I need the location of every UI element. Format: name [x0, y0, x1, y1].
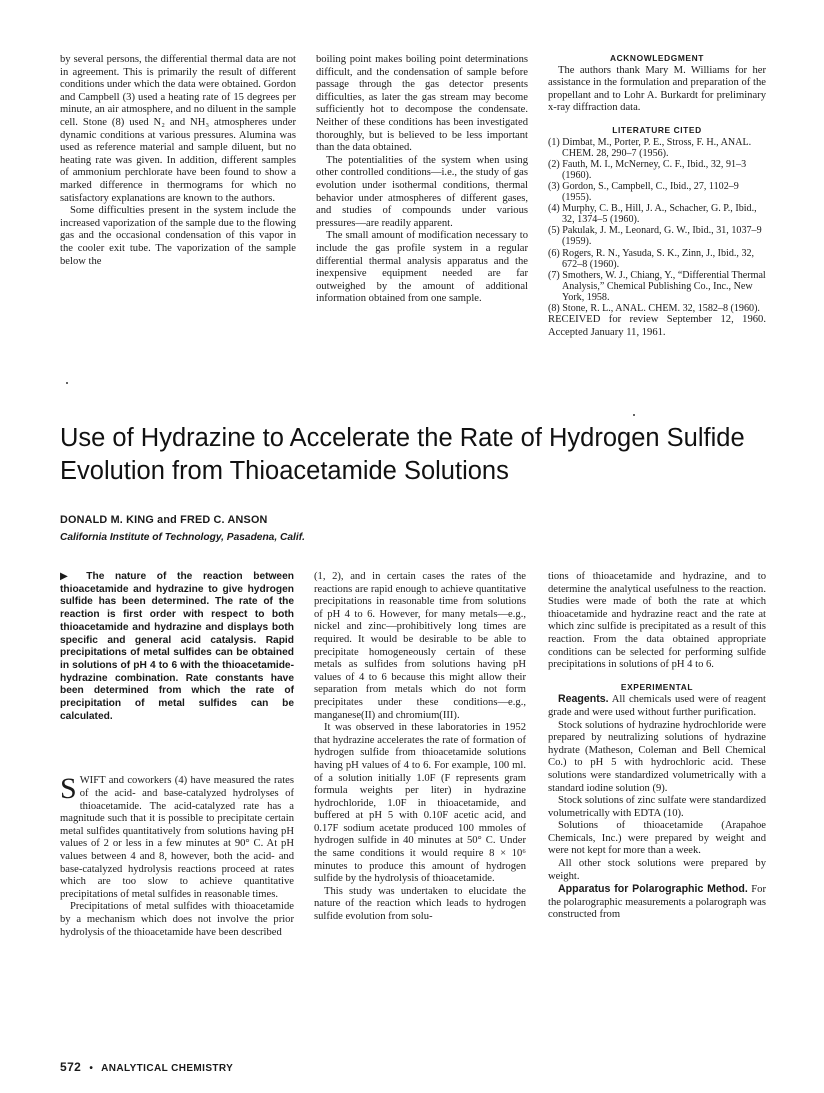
page-footer	[60, 1060, 233, 1074]
paragraph: All other stock solutions were prepared by weight.	[548, 858, 766, 882]
paragraph: It was observed in these laboratories in 1952 that hydrazine accelerates the rate of formation of hydrogen sulfide from thioacetamide solutions having pH values of 4 to 6. For example, 100 ml. of a solution initially 1.0F (F represents gram formula weights per liter) in hydrazine hydrochloride, 1.0F in thioacetamide, and buffered at pH 5 with 0.10F acetic acid, and 0.17F sodium acetate produced 100 mmoles of hydrogen sulfide in 40 minutes at 50° C. Under the same conditions it would require 8 × 10⁶ minutes to produce this amount of hydrogen sulfide by the hydrolysis of thioacetamide.	[314, 722, 526, 885]
reagents-text: All chemicals used were of reagent grade and were used without further purification.	[548, 694, 766, 718]
article-authors: DONALD M. KING and FRED C. ANSON	[60, 514, 268, 526]
acknowledgment-text: The authors thank Mary M. Williams for her assistance in the formulation and preparation of the propellant and to Lohr A. Burkardt for preliminary x-ray diffraction data.	[548, 64, 766, 114]
article-column-3	[548, 571, 766, 922]
paragraph: Precipitations of metal sulfides with thioacetamide by a mechanism which does not involve the prior hydrolysis of the thioacetamide have been described	[60, 901, 294, 938]
paragraph: Some difficulties present in the system include the increased vaporization of the sample due to the flowing gas and the occasional condensation of this vapor in the cooler exit tube. The vaporization of the sample below the	[60, 205, 296, 267]
paragraph: This study was undertaken to elucidate the nature of the reaction which leads to hydrogen sulfide evolution from solu-	[314, 885, 526, 923]
reference-item: (3) Gordon, S., Campbell, C., Ibid., 27, 1102–9 (1955).	[548, 180, 739, 204]
paragraph: Solutions of thioacetamide (Arapahoe Chemicals, Inc.) were prepared by weight and were not kept for more than a week.	[548, 820, 766, 857]
reference-item: (2) Fauth, M. I., McNerney, C. F., Ibid., 32, 91–3 (1960).	[548, 158, 747, 181]
apparatus-paragraph	[548, 883, 766, 922]
paragraph: tions of thioacetamide and hydrazine, and to determine the analytical usefulness to the reaction. Studies were made of both the rate at which thioacetamide and hydrazine react and the rate at which zinc sulfide is precipitated as a result of this reaction. From the data obtained appropriate conditions can be selected for performing sulfide precipitations in solutions of pH 4 to 6.	[548, 571, 766, 671]
article-column-2	[314, 571, 526, 924]
print-speck	[66, 382, 68, 384]
reference-item: (1) Dimbat, M., Porter, P. E., Stross, F. H., ANAL. CHEM. 28, 290–7 (1956).	[548, 136, 752, 159]
apparatus-label: Apparatus for Polarographic Method.	[558, 883, 748, 896]
article-column-1	[60, 571, 294, 939]
drop-cap: S	[60, 772, 77, 806]
reagents-label: Reagents.	[558, 693, 609, 706]
reference-item: (5) Pakulak, J. M., Leonard, G. W., Ibid., 31, 1037–9 (1959).	[548, 225, 762, 248]
top-column-2	[316, 54, 528, 306]
paragraph: The potentialities of the system when using other controlled conditions—i.e., the study of gas evolution under isothermal conditions, thermal behavior under atmospheres of different gases, and studies of compounds under various pressures—are readily apparent.	[316, 154, 528, 229]
paragraph: by several persons, the differential thermal data are not in agreement. This is primarily the result of different conditions under which the data were obtained. Gordon and Campbell (3) used a heating rate of 15 degrees per minute, an air atmosphere, and no diluent in the sample cell. Stone (8) used N₂ and NH₃ atmospheres under dynamic conditions at various pressures. Alumina was used as reference material and sample diluent, but no heating rate was given. In addition, different samples of ammonium perchlorate have been found to show a marked difference in thermograms for which no satisfactory explanations are known to the authors.	[60, 54, 296, 204]
article-title: Use of Hydrazine to Accelerate the Rate of Hydrogen Sulfide Evolution from Thioacetamide Solutions	[60, 424, 745, 485]
paragraph: The small amount of modification necessary to include the gas profile system in a regular differential thermal analysis apparatus and the inexpensive equipment needed are far outweighed by the amount of additional information obtained from one sample.	[316, 230, 528, 305]
top-column-3	[548, 52, 766, 339]
paragraph: boiling point makes boiling point determinations difficult, and the condensation of sample before passage through the gas detector presents difficulties, as later the gas stream may become sufficiently hot to decompose the condensate. Neither of these conditions has been investigated thoroughly, but is believed to be less important than the data obtained.	[316, 54, 528, 154]
paragraph: (1, 2), and in certain cases the rates of the reactions are rapid enough to achieve quantitative precipitations in reasonable time from solutions of pH 4 to 6. However, for many metals—e.g., nickel and zinc—prohibitively long times are required. It would be desirable to be able to precipitate homogeneously certain of these metals as sulfides from solutions having pH values of 4 to 6 because this might allow their separation from metals which do not form precipitates under these conditions—e.g., manganese(II) and chromium(III).	[314, 571, 526, 721]
reference-item: (7) Smothers, W. J., Chiang, Y., “Differential Thermal Analysis,” Chemical Publishing Co., Inc., New York, 1958.	[548, 269, 766, 303]
literature-cited-heading: LITERATURE CITED	[612, 124, 702, 135]
article-affiliation: California Institute of Technology, Pasadena, Calif.	[60, 532, 305, 543]
page-number: 572	[60, 1060, 82, 1074]
reagents-paragraph	[548, 693, 766, 719]
paragraph: Stock solutions of hydrazine hydrochloride were prepared by neutralizing solutions of hydrazine hydrate (Matheson, Coleman and Bell Chemical Co.) to pH 5 with hydrochloric acid. These solutions were standardized volumetrically with a standard iodine solution (9).	[548, 719, 766, 794]
reference-list	[548, 137, 766, 315]
print-speck	[633, 414, 635, 416]
paragraph: Stock solutions of zinc sulfate were standardized volumetrically with EDTA (10).	[548, 795, 766, 819]
experimental-heading: EXPERIMENTAL	[620, 681, 694, 692]
top-column-1	[60, 54, 296, 268]
received-note: RECEIVED for review September 12, 1960. Accepted January 11, 1961.	[548, 314, 766, 338]
intro-text: WIFT and coworkers (4) have measured the rates of the acid- and base-catalyzed hydrolyses of thioacetamide. The acid-catalyzed rate has a magnitude such that it is possible to precipitate certain metal sulfides quantitatively from solutions having pH values of 2 or less in a few minutes at 90° C. At pH values between 4 and 8, however, both the acid- and base-catalyzed hydrolysis reactions proceed at rates which are too slow to achieve quantitative precipitations of metal sulfides in reasonable times.	[60, 775, 294, 900]
intro-paragraph	[60, 772, 294, 901]
acknowledgment-heading: ACKNOWLEDGMENT	[609, 53, 704, 63]
abstract: ▶ The nature of the reaction between thioacetamide and hydrazine to give hydrogen sulfide has been determined. The rate of the reaction is first order with respect to both thioacetamide and hydrazine and displays both specific and general acid catalysis. Rapid precipitations of metal sulfides can be obtained in solutions of pH 4 to 6 with the thioacetamide-hydrazine combination. Rate constants have been determined from which the rate of precipitation of metal sulfides can be calculated.	[60, 571, 294, 722]
apparatus-text: For the polarographic measurements a polarograph was constructed from	[548, 884, 766, 921]
journal-name: ANALYTICAL CHEMISTRY	[101, 1063, 234, 1074]
reference-item: (4) Murphy, C. B., Hill, J. A., Schacher, G. P., Ibid., 32, 1374–5 (1960).	[548, 203, 757, 226]
footer-bullet: •	[89, 1063, 94, 1074]
reference-item: (6) Rogers, R. N., Yasuda, S. K., Zinn, J., Ibid., 32, 672–8 (1960).	[548, 247, 755, 270]
reference-item: (8) Stone, R. L., ANAL. CHEM. 32, 1582–8 (1960).	[548, 302, 760, 314]
